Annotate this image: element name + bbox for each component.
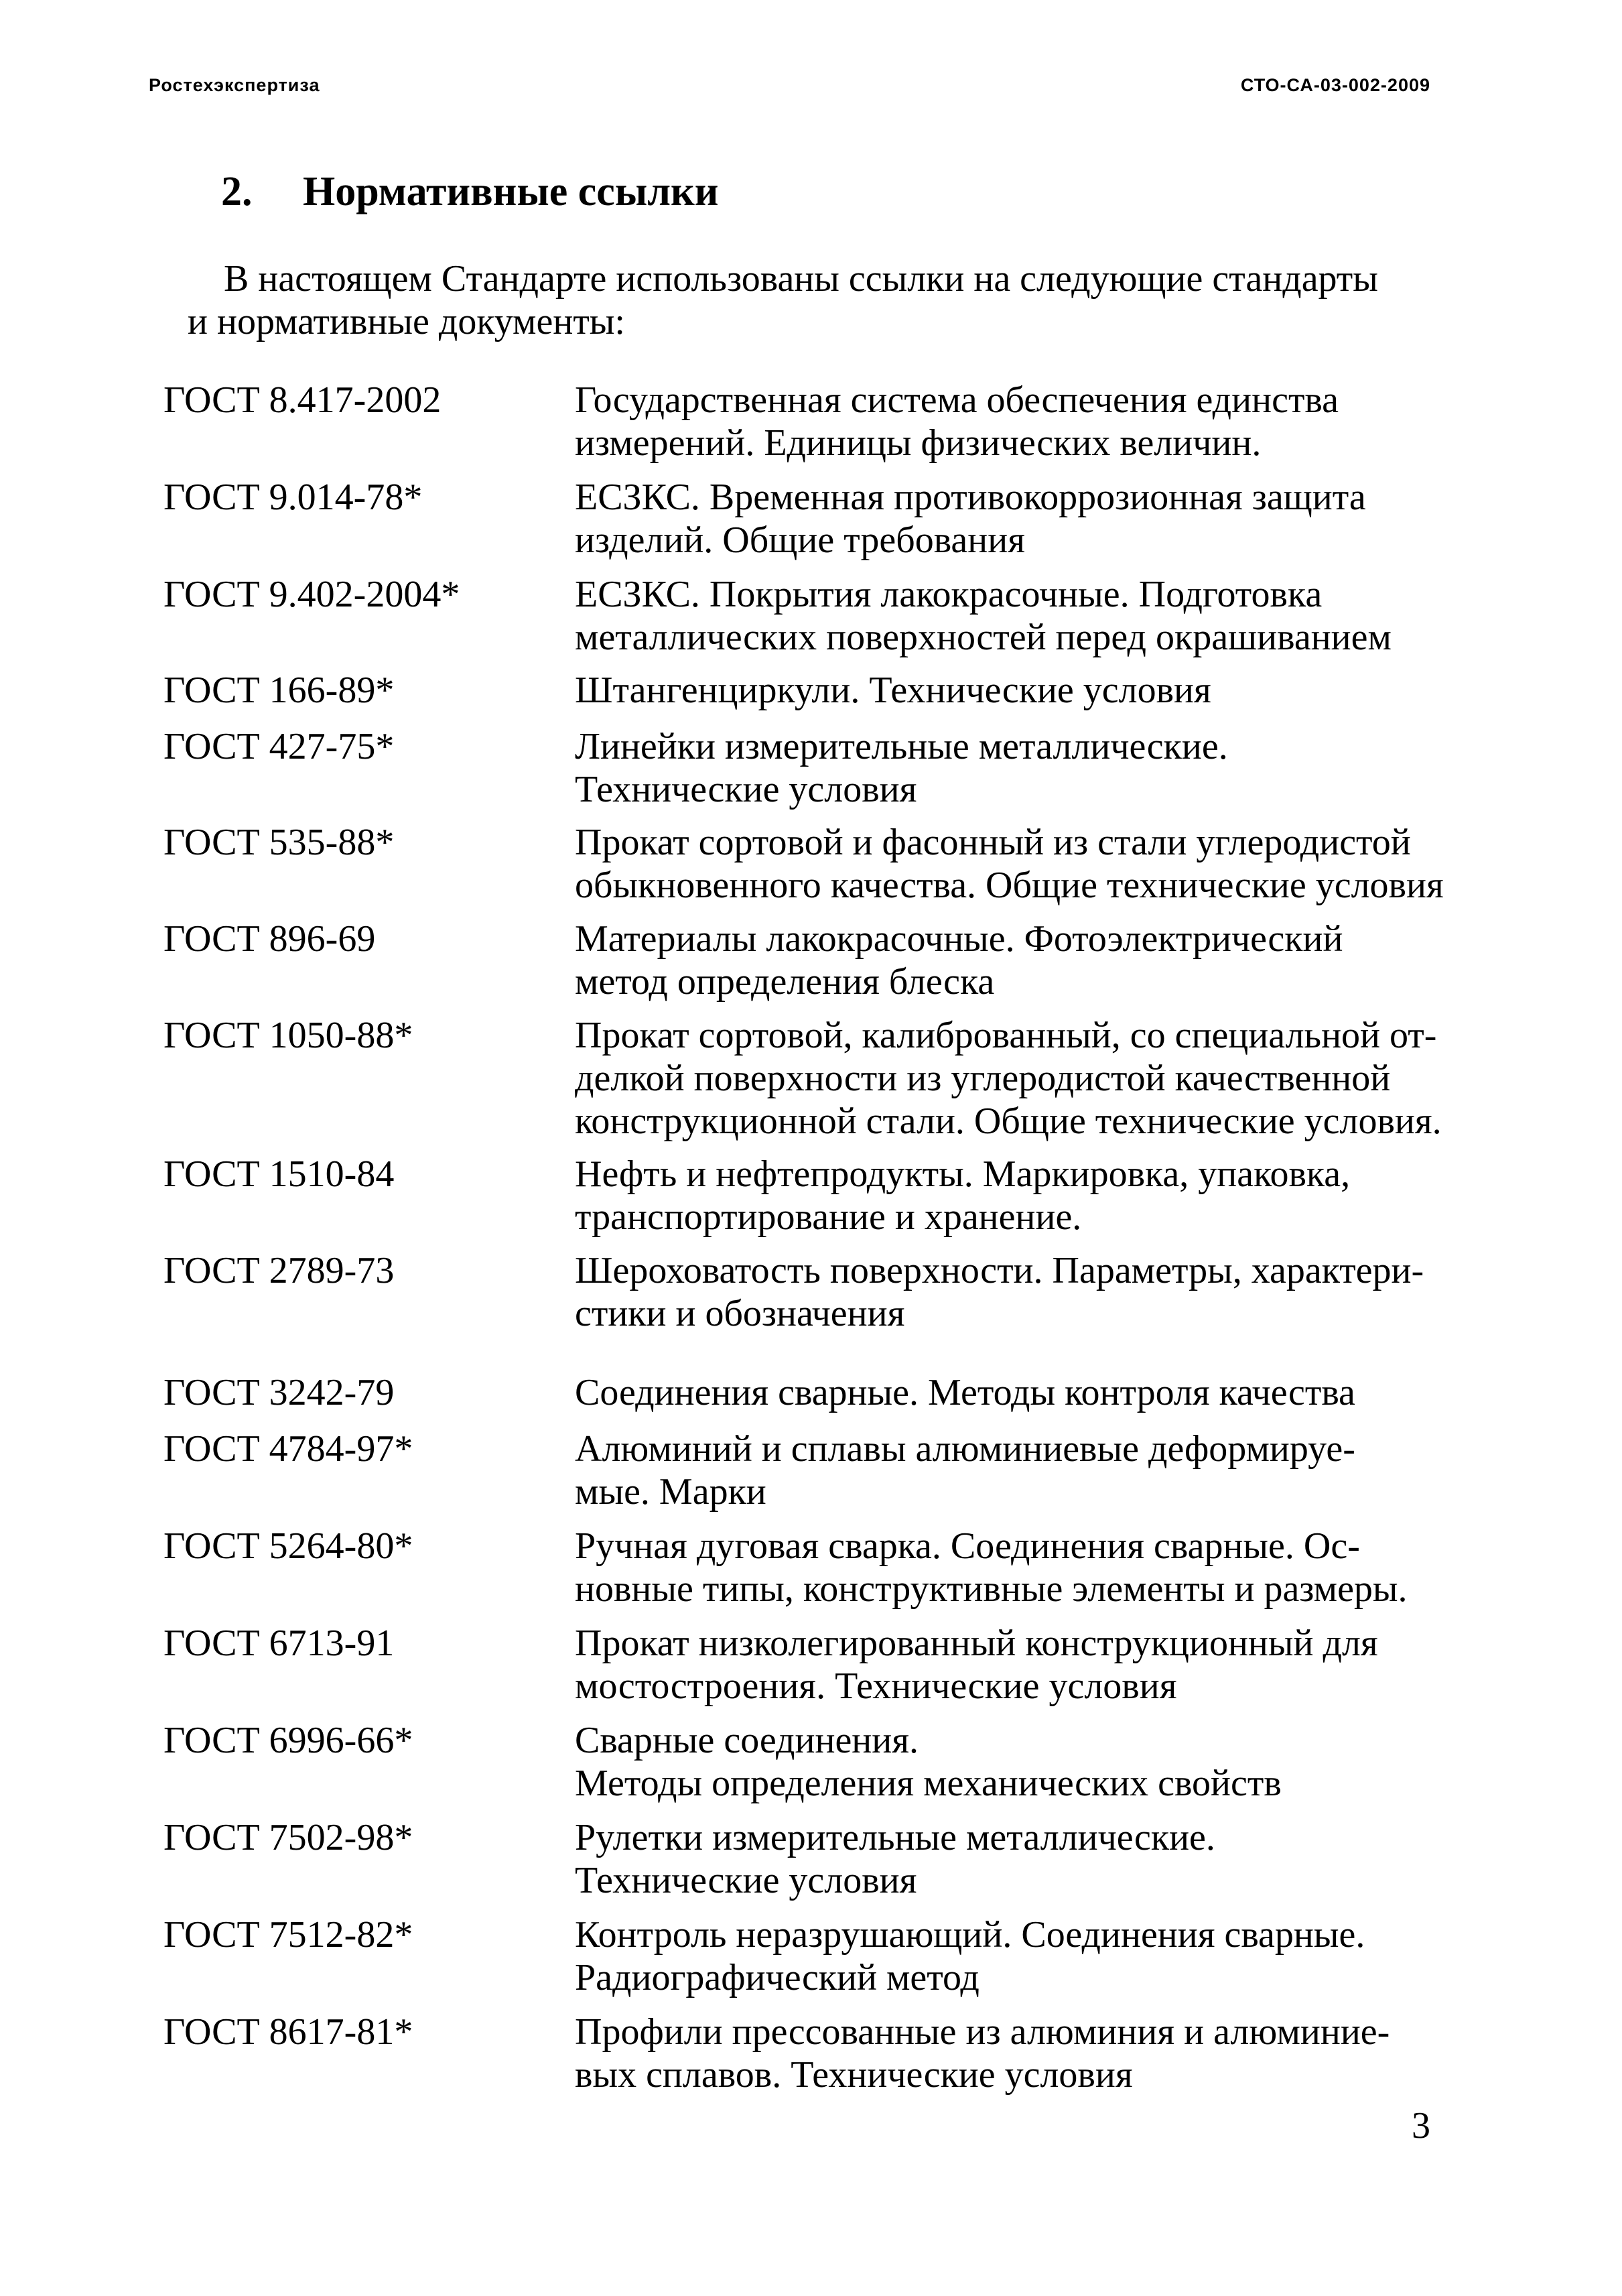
reference-code: ГОСТ 2789-73	[163, 1250, 395, 1291]
reference-title	[575, 379, 1470, 464]
reference-title-line: ЕСЗКС. Покрытия лакокрасочные. Подготовка	[575, 574, 1323, 615]
reference-code: ГОСТ 535-88*	[163, 822, 395, 863]
header-document-code: СТО-СА-03-002-2009	[1240, 75, 1430, 95]
reference-title-line: металлических поверхностей перед окрашиванием	[575, 617, 1392, 658]
reference-title-line: вых сплавов. Технические условия	[575, 2054, 1133, 2096]
reference-title-line: измерений. Единицы физических величин.	[575, 422, 1262, 464]
reference-title-line: Линейки измерительные металлические.	[575, 726, 1228, 767]
reference-title-line: Материалы лакокрасочные. Фотоэлектрический	[575, 918, 1343, 960]
reference-title-line: Технические условия	[575, 1860, 917, 1901]
reference-title-line: стики и обозначения	[575, 1293, 905, 1334]
reference-title-line: Шероховатость поверхности. Параметры, характери-	[575, 1250, 1424, 1291]
reference-title-line: Соединения сварные. Методы контроля качества	[575, 1372, 1355, 1413]
reference-code: ГОСТ 166-89*	[163, 669, 395, 711]
reference-title	[575, 573, 1470, 659]
intro-line-2: и нормативные документы:	[188, 301, 625, 342]
reference-title-line: Прокат низколегированный конструкционный для	[575, 1622, 1378, 1664]
reference-code: ГОСТ 5264-80*	[163, 1525, 413, 1567]
intro-line-1: В настоящем Стандарте использованы ссылки на следующие стандарты	[224, 258, 1378, 300]
reference-code: ГОСТ 6713-91	[163, 1622, 395, 1664]
reference-title-line: Ручная дуговая сварка. Соединения сварные. Ос-	[575, 1525, 1360, 1567]
reference-title-line: Алюминий и сплавы алюминиевые деформируе-	[575, 1428, 1355, 1470]
reference-title	[575, 1249, 1470, 1335]
reference-title-line: Прокат сортовой, калиброванный, со специальной от-	[575, 1015, 1437, 1056]
reference-code: ГОСТ 427-75*	[163, 726, 395, 767]
reference-code: ГОСТ 896-69	[163, 918, 376, 960]
reference-code: ГОСТ 1510-84	[163, 1153, 395, 1195]
section-title: Нормативные ссылки	[303, 169, 719, 214]
reference-title-line: Профили прессованные из алюминия и алюминие-	[575, 2011, 1390, 2053]
reference-title	[575, 1525, 1470, 1610]
reference-title-line: мостостроения. Технические условия	[575, 1665, 1177, 1707]
section-heading	[221, 165, 718, 218]
reference-title-line: ЕСЗКС. Временная противокоррозионная защита	[575, 476, 1366, 518]
reference-title	[575, 917, 1470, 1003]
reference-code: ГОСТ 6996-66*	[163, 1720, 413, 1761]
reference-title-line: делкой поверхности из углеродистой качественной	[575, 1058, 1391, 1099]
reference-title-line: метод определения блеска	[575, 961, 995, 1003]
reference-title-line: изделий. Общие требования	[575, 519, 1025, 561]
reference-title-line: Сварные соединения.	[575, 1720, 919, 1761]
reference-code: ГОСТ 8.417-2002	[163, 379, 442, 421]
reference-code: ГОСТ 7512-82*	[163, 1914, 413, 1956]
reference-title-line: Технические условия	[575, 769, 917, 810]
reference-title-line: Штангенциркули. Технические условия	[575, 669, 1211, 711]
reference-code: ГОСТ 1050-88*	[163, 1015, 413, 1056]
reference-code: ГОСТ 9.014-78*	[163, 476, 423, 518]
reference-title-line: Рулетки измерительные металлические.	[575, 1817, 1215, 1858]
reference-title-line: Методы определения механических свойств	[575, 1763, 1282, 1804]
header-organization: Ростехэкспертиза	[149, 75, 320, 95]
reference-code: ГОСТ 4784-97*	[163, 1428, 413, 1470]
reference-title-line: мые. Марки	[575, 1471, 766, 1513]
reference-title-line: Радиографический метод	[575, 1957, 979, 1998]
reference-title	[575, 476, 1470, 562]
reference-title	[575, 1816, 1470, 1902]
reference-title	[575, 1913, 1470, 1999]
section-number: 2.	[221, 169, 253, 214]
reference-title-line: Прокат сортовой и фасонный из стали углеродистой	[575, 822, 1411, 863]
reference-title	[575, 1622, 1470, 1708]
reference-title-line: Государственная система обеспечения единства	[575, 379, 1339, 421]
reference-title	[575, 1719, 1470, 1805]
reference-title-line: конструкционной стали. Общие технические условия.	[575, 1100, 1442, 1142]
reference-title-line: обыкновенного качества. Общие технические условия	[575, 865, 1444, 906]
reference-title	[575, 725, 1470, 811]
reference-title	[575, 669, 1470, 712]
reference-title	[575, 1371, 1470, 1414]
running-header	[149, 75, 1430, 102]
reference-title-line: Контроль неразрушающий. Соединения сварные.	[575, 1914, 1365, 1956]
reference-title	[575, 821, 1470, 907]
reference-title-line: транспортирование и хранение.	[575, 1196, 1082, 1238]
reference-title-line: Нефть и нефтепродукты. Маркировка, упаковка,	[575, 1153, 1351, 1195]
reference-title	[575, 1427, 1470, 1513]
reference-title	[575, 1014, 1470, 1143]
reference-code: ГОСТ 9.402-2004*	[163, 574, 460, 615]
reference-title-line: новные типы, конструктивные элементы и размеры.	[575, 1568, 1408, 1610]
reference-title	[575, 2011, 1470, 2096]
reference-code: ГОСТ 3242-79	[163, 1372, 395, 1413]
reference-code: ГОСТ 7502-98*	[163, 1817, 413, 1858]
reference-title	[575, 1153, 1470, 1238]
intro-paragraph	[188, 257, 1440, 343]
reference-code: ГОСТ 8617-81*	[163, 2011, 413, 2053]
page-number: 3	[1412, 2105, 1430, 2147]
